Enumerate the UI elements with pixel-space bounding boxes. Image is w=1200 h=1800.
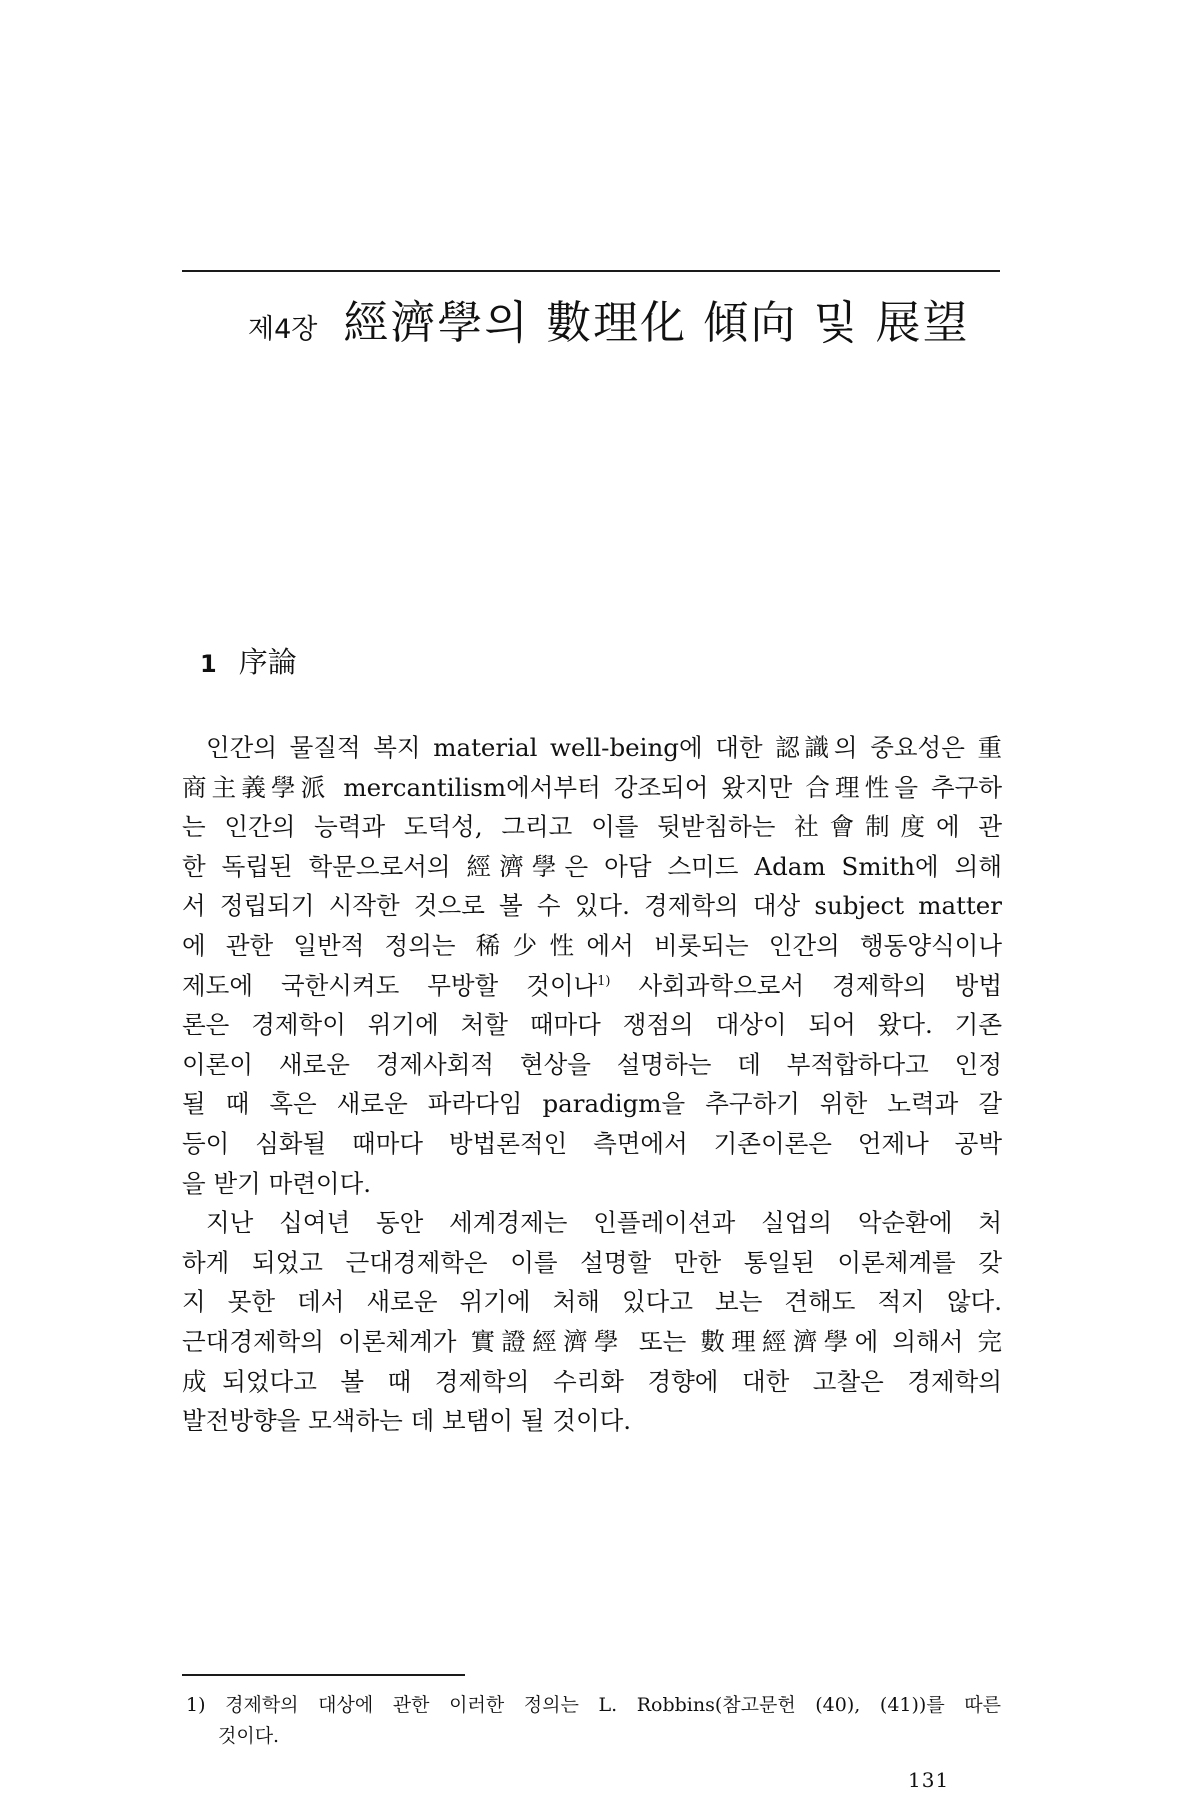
section-heading [200,640,297,681]
section-title: 序論 [238,645,297,679]
page-number: 131 [908,1768,950,1792]
paragraph-2 [182,1203,1002,1441]
text-segment: 제도에 국한시켜도 무방할 것이나 [182,970,598,1000]
chapter-number: 제4장 [248,314,318,345]
paragraph-1 [182,728,1002,1203]
section-number: 1 [200,650,217,678]
text-line: 론은 경제학이 위기에 처할 때마다 쟁점의 대상이 되어 왔다. 기존 [182,1010,1002,1040]
text-segment: 사회과학으로서 경제학의 방법 [638,970,1003,1000]
footnote-reference[interactable]: 1) [597,973,611,989]
footnote-marker: 1) [186,1694,206,1716]
text-line: 지난 십여년 동안 세계경제는 인플레이션과 실업의 악순환에 처 [206,1208,1002,1238]
text-line: 서 정립되기 시작한 것으로 볼 수 있다. 경제학의 대상 subject matter [182,891,1002,921]
text-line: 지 못한 데서 새로운 위기에 처해 있다고 보는 견해도 적지 않다. [182,1287,1002,1317]
text-line: 될 때 혹은 새로운 파라다임 paradigm을 추구하기 위한 노력과 갈 [182,1089,1002,1119]
text-line: 成되었다고 볼 때 경제학의 수리화 경향에 대한 고찰은 경제학의 [182,1366,1002,1396]
footnote-line: 것이다. [218,1725,280,1747]
text-line: 근대경제학의 이론체계가 實證經濟學 또는 數理經濟學에 의해서 完 [182,1326,1002,1356]
text-line: 에 관한 일반적 정의는 稀少性에서 비롯되는 인간의 행동양식이나 [182,930,1002,960]
text-line: 하게 되었고 근대경제학은 이를 설명할 만한 통일된 이론체계를 갖 [182,1247,1002,1277]
text-line: 商主義學派 mercantilism에서부터 강조되어 왔지만 合理性을 추구하 [182,772,1002,802]
text-line: 이론이 새로운 경제사회적 현상을 설명하는 데 부적합하다고 인정 [182,1049,1002,1079]
footnote [186,1690,1001,1752]
text-line: 는 인간의 능력과 도덕성, 그리고 이를 뒷받침하는 社會制度에 관 [182,812,1002,842]
text-line: 을 받기 마련이다. [182,1168,372,1198]
text-line: 인간의 물질적 복지 material well-being에 대한 認識의 중요성은 重 [206,733,1002,762]
footnote-line [186,1690,1001,1721]
text-line: 등이 심화될 때마다 방법론적인 측면에서 기존이론은 언제나 공박 [182,1128,1002,1158]
text-line: 한 독립된 학문으로서의 經濟學은 아담 스미드 Adam Smith에 의해 [182,851,1002,881]
text-line: 발전방향을 모색하는 데 보탬이 될 것이다. [182,1406,632,1436]
chapter-heading [248,286,1008,349]
footnote-text: 경제학의 대상에 관한 이러한 정의는 L. Robbins(참고문헌 (40), (41))를 따른 [225,1694,1001,1716]
text-line-with-footnote [182,966,1002,1006]
body-text [182,728,1002,1441]
footnote-divider [182,1674,465,1676]
chapter-top-rule [182,270,1000,272]
chapter-title: 經濟學의 數理化 傾向 및 展望 [343,296,970,349]
